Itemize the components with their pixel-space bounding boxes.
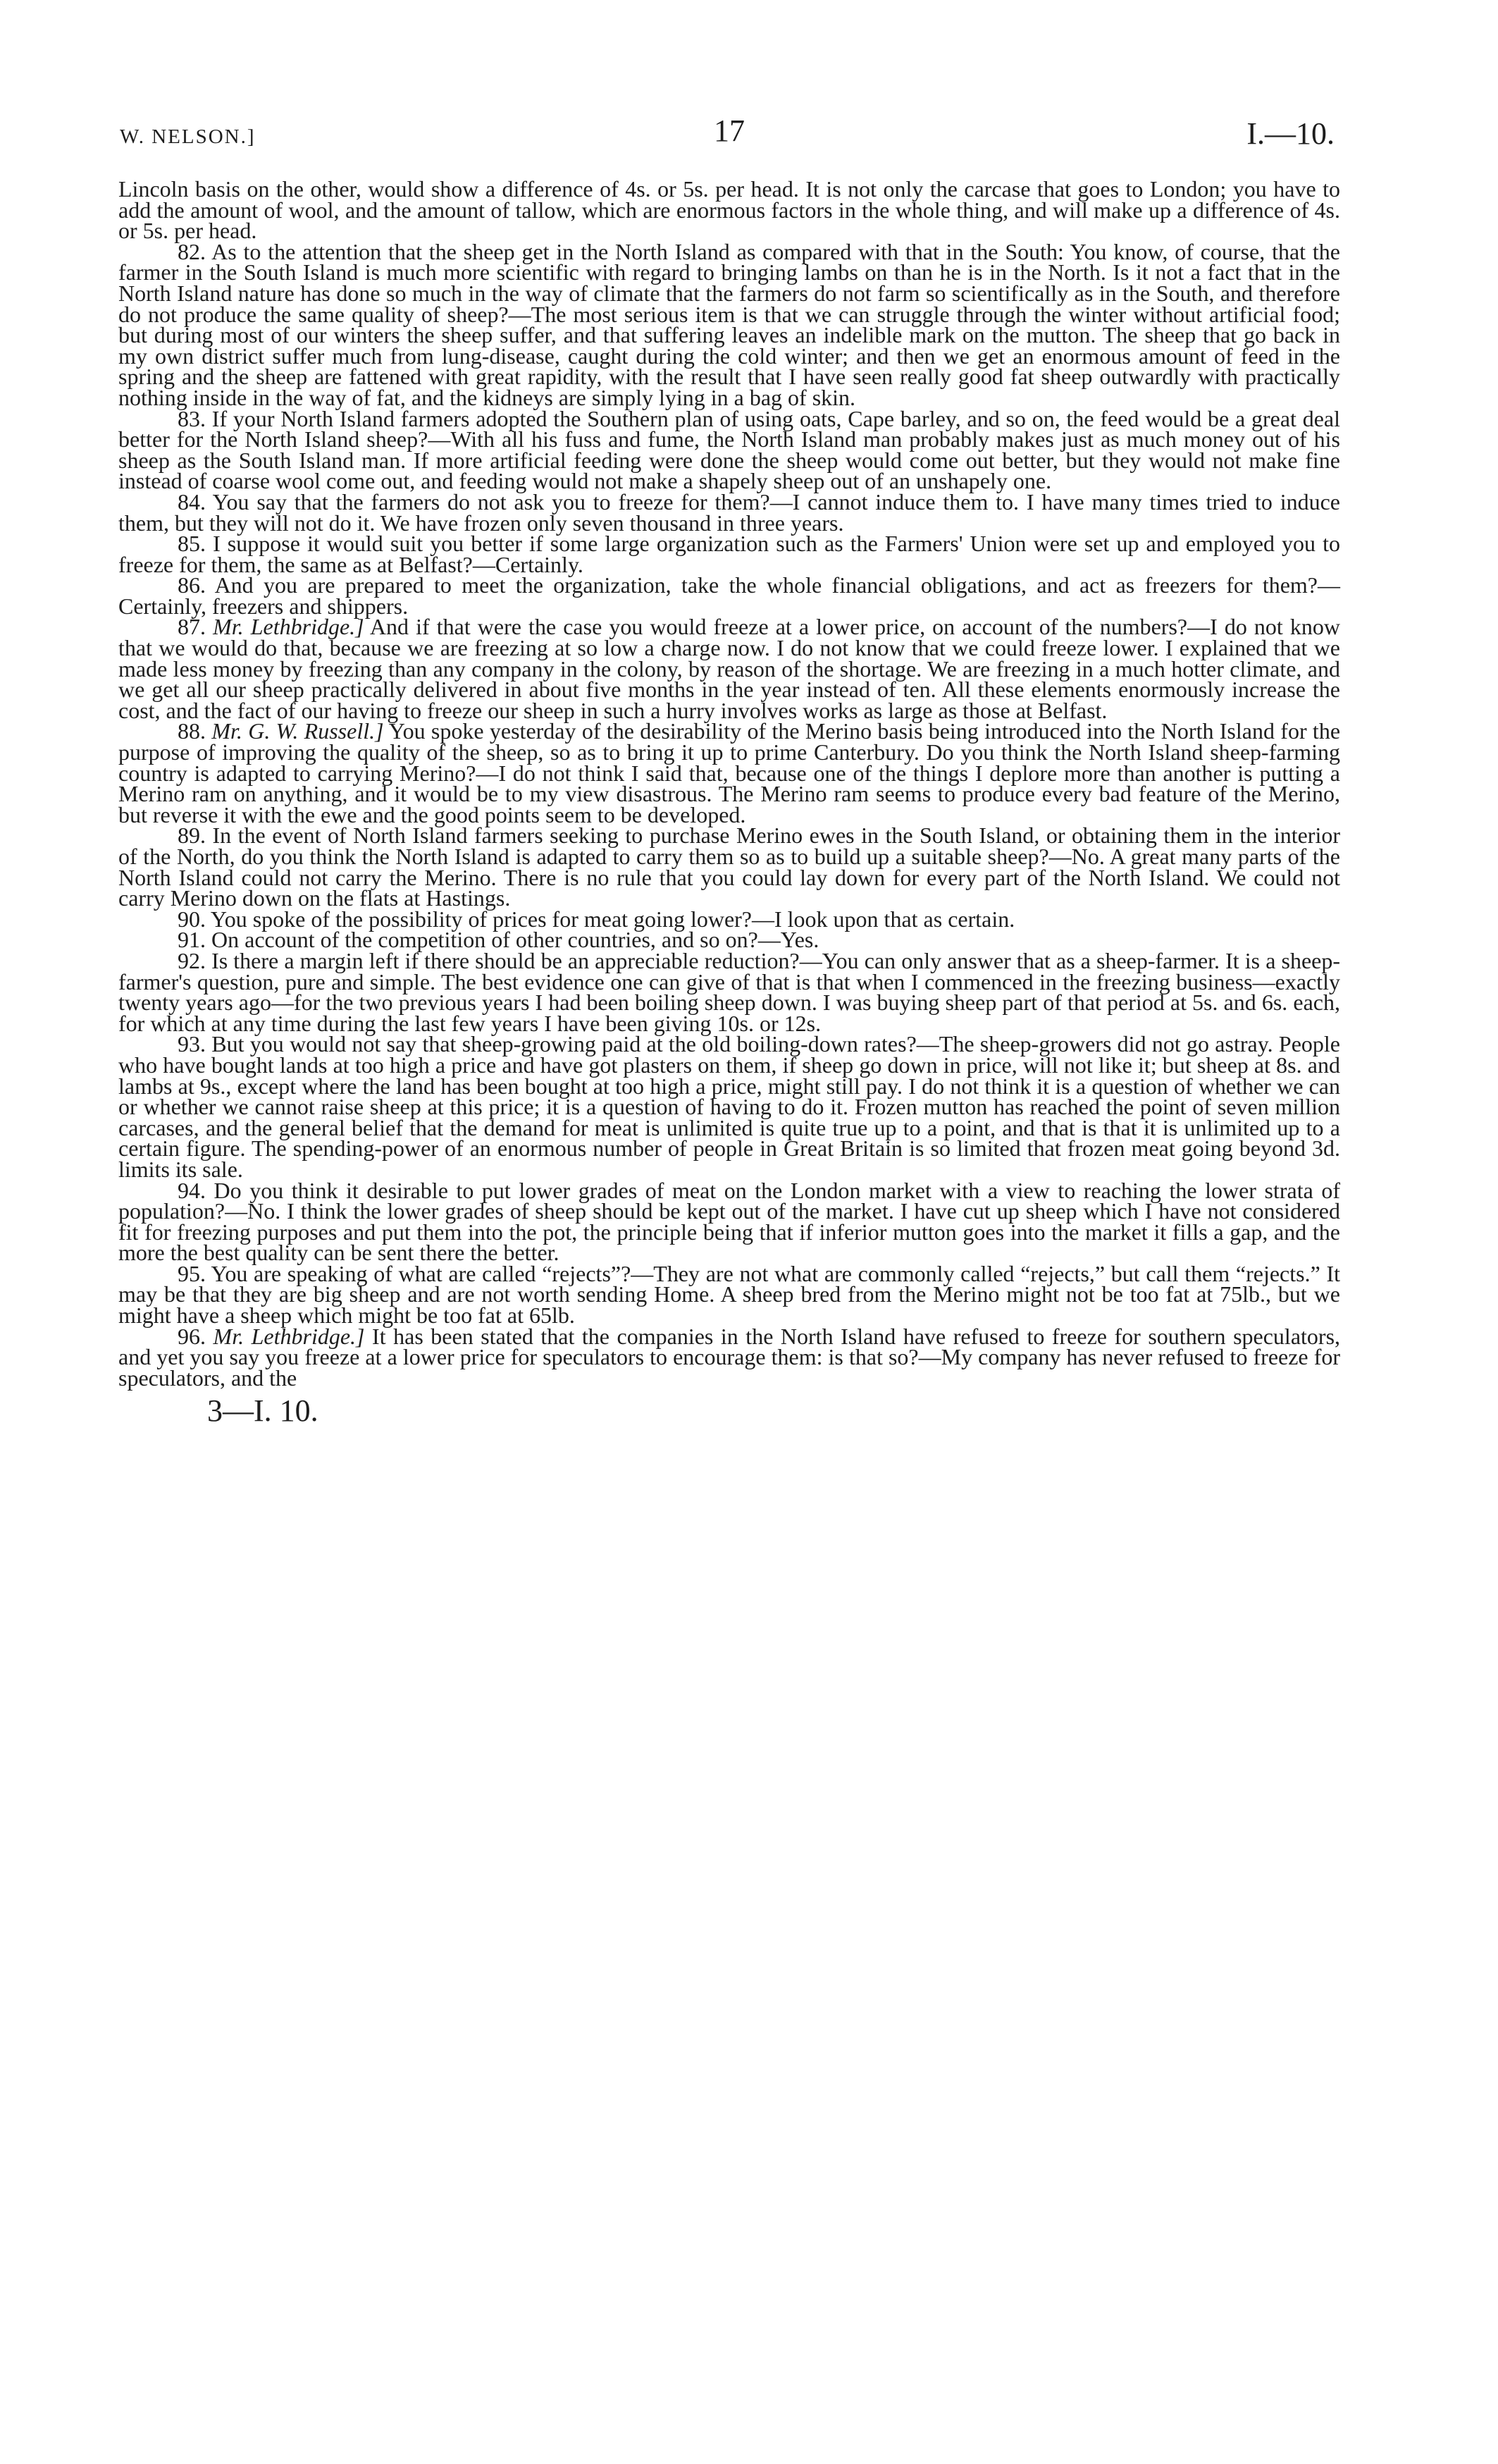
paper-code: I.—10. xyxy=(1246,116,1335,151)
running-head xyxy=(118,106,1340,162)
paragraph-continuation: Lincoln basis on the other, would show a difference of 4s. or 5s. per head. It is not only the carcase that goes to London; you have to add the amount of wool, and the amount of tallow, which are enormous factors in the whole thing, and will make up a difference of 4s. or 5s. per head. xyxy=(118,176,1340,244)
question-95: 95. You are speaking of what are called “rejects”?—They are not what are commonly called “rejects,” but call them “rejects.” It may be that they are big sheep and are not worth sending Home. A sheep bred from the Merino might not be too fat at 75lb., but we might have a sheep which might be too fat at 65lb. xyxy=(118,1260,1340,1329)
question-83: 83. If your North Island farmers adopted the Southern plan of using oats, Cape barley, and so on, the feed would be a great deal better for the North Island sheep?—With all his fuss and fume, the North Island man probably makes just as much money out of his sheep as the South Island man. If more artificial feeding were done the sheep would come out better, but they would not make fine instead of coarse wool come out, and feeding would not make a shapely sheep out of an unshapely one. xyxy=(118,405,1340,494)
question-94: 94. Do you think it desirable to put lower grades of meat on the London market with a view to reaching the lower strata of population?—No. I think the lower grades of sheep should be kept out of the market. I have cut up sheep which I have not considered fit for freezing purposes and put them into the pot, the principle being that if inferior mutton goes into the market it fills a gap, and the more the best quality can be sent there the better. xyxy=(118,1177,1340,1266)
signature-mark: 3—I. 10. xyxy=(207,1393,318,1429)
question-88: 88. Mr. G. W. Russell.] You spoke yesterday of the desirability of the Merino basis being introduced into the North Island for the purpose of improving the quality of the sheep, so as to bring it up to prime Canterbury. Do you think the North Island sheep-farming country is adapted to carrying Merino?—I do not think I said that, because one of the things I deplore more than another is putting a Merino ram on anything, and it would be to my view disastrous. The Merino ram seems to produce every bad feature of the Merino, but reverse it with the ewe and the good points seem to be developed. xyxy=(118,718,1341,827)
speaker-name: Mr. Lethbridge.] xyxy=(213,1323,365,1349)
question-91: 91. On account of the competition of other countries, and so on?—Yes. xyxy=(178,927,819,953)
page-number: 17 xyxy=(714,113,745,148)
speaker-name: Mr. Lethbridge.] xyxy=(213,614,364,640)
evidence-body xyxy=(118,176,1341,1391)
question-87: 87. Mr. Lethbridge.] And if that were the case you would freeze at a lower price, on account of the numbers?—I do not know that we would do that, because we are freezing at so low a charge now. I do not know that we could freeze lower. I explained that we made less money by freezing than any company in the colony, by reason of the shortage. We are freezing in a much hotter climate, and we get all our sheep practically delivered in about five months in the year instead of ten. All these elements enormously increase the cost, and the fact of our having to freeze our sheep in such a hurry involves works as large as those at Belfast. xyxy=(118,614,1340,723)
question-93: 93. But you would not say that sheep-growing paid at the old boiling-down rates?—The sheep-growers did not go astray. People who have bought lands at too high a price and have got plasters on them, if sheep go down in price, will not like it; but sheep at 8s. and lambs at 9s., except where the land has been bought at too high a price, might still pay. I do not think it is a question of whether we can or whether we cannot raise sheep at this price; it is a question of having to do it. Frozen mutton has reached the point of seven million carcases, and the general belief that the demand for meat is unlimited is quite true up to a point, and that is that it is unlimited up to a certain figure. The spending-power of an enormous number of people in Great Britain is so limited that frozen meat going beyond 3d. limits its sale. xyxy=(118,1031,1340,1182)
question-number: 96. xyxy=(178,1323,206,1349)
question-84: 84. You say that the farmers do not ask you to freeze for them?—I cannot induce them to. I have many times tried to induce them, but they will not do it. We have frozen only seven thousand in three years. xyxy=(118,488,1340,536)
question-90: 90. You spoke of the possibility of prices for meat going lower?—I look upon that as certain. xyxy=(178,906,1015,932)
witness-name: W. NELSON.] xyxy=(120,125,256,148)
question-96: 96. Mr. Lethbridge.] It has been stated that the companies in the North Island have refused to freeze for southern speculators, and yet you say you freeze at a lower price for speculators to encourage them: is that so?—My company has never refused to freeze for speculators, and the xyxy=(118,1323,1341,1391)
question-89: 89. In the event of North Island farmers seeking to purchase Merino ewes in the South Island, or obtaining them in the interior of the North, do you think the North Island is adapted to carry them so as to build up a suitable sheep?—No. A great many parts of the North Island could not carry the Merino. There is no rule that you could lay down for every part of the North Island. We could not carry Merino down on the flats at Hastings. xyxy=(118,823,1340,911)
speaker-name: Mr. G. W. Russell.] xyxy=(211,718,384,744)
question-number: 88. xyxy=(178,718,206,744)
document-page xyxy=(118,106,1340,2396)
question-85: 85. I suppose it would suit you better if some large organization such as the Farmers' Union were set up and employed you to freeze for them, the same as at Belfast?—Certainly. xyxy=(118,531,1340,577)
question-number: 87. xyxy=(178,614,206,640)
question-86: 86. And you are prepared to meet the organization, take the whole financial obligations, and act as freezers for them?—Certainly, freezers and shippers. xyxy=(118,572,1340,619)
question-82: 82. As to the attention that the sheep get in the North Island as compared with that in the South: You know, of course, that the farmer in the South Island is much more scientific with regard to bringing lambs on than he is in the North. Is it not a fact that in the North Island nature has done so much in the way of climate that the farmers do not farm so scientifically as in the South, and therefore do not produce the same quality of sheep?—The most serious item is that we can struggle through the winter without artificial food; but during most of our winters the sheep suffer, and that suffering leaves an indelible mark on the mutton. The sheep that go back in my own district suffer much from lung-disease, caught during the cold winter; and then we get an enormous amount of feed in the spring and the sheep are fattened with great rapidity, with the result that I have seen really good fat sheep outwardly with practically nothing inside in the way of fat, and the kidneys are simply lying in a bag of skin. xyxy=(118,238,1340,410)
question-92: 92. Is there a margin left if there should be an appreciable reduction?—You can only answer that as a sheep-farmer. It is a sheep-farmer's question, pure and simple. The best evidence one can give of that is that when I commenced in the freezing business—exactly twenty years ago—for the two previous years I had been boiling sheep down. I was buying sheep part of that period at 5s. and 6s. each, for which at any time during the last few years I have been giving 10s. or 12s. xyxy=(118,947,1340,1036)
